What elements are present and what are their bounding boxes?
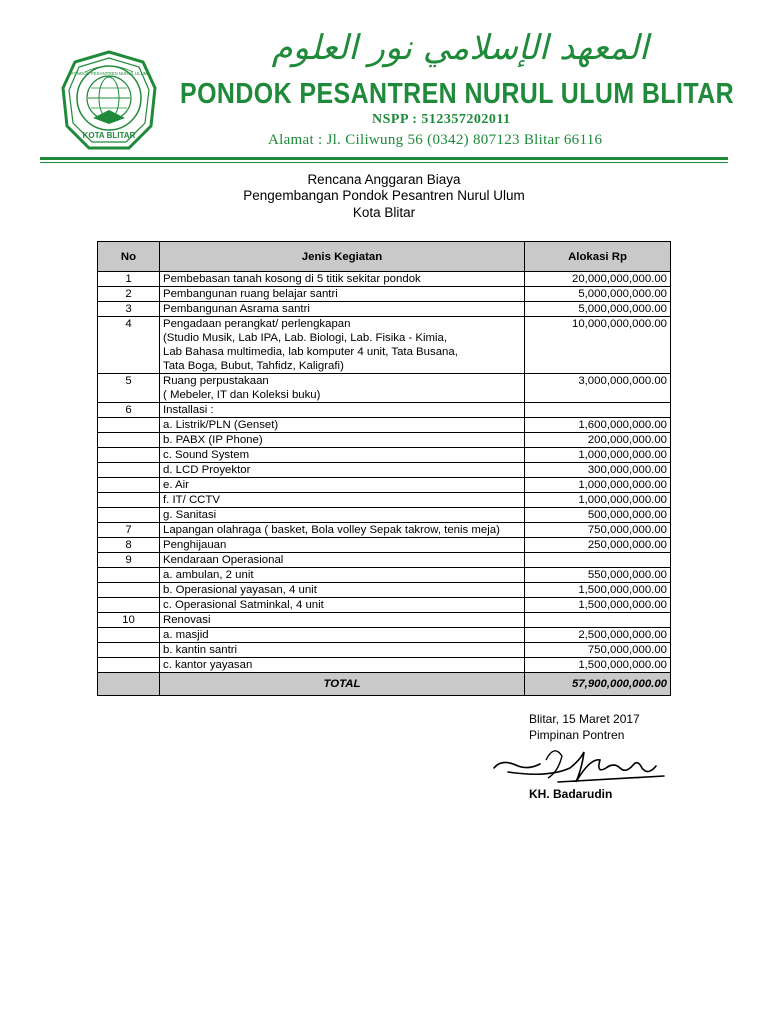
table-row xyxy=(98,583,671,598)
row-description xyxy=(160,568,525,583)
table-row xyxy=(98,493,671,508)
row-description xyxy=(160,463,525,478)
table-row xyxy=(98,418,671,433)
table-row xyxy=(98,523,671,538)
row-description-text: Lapangan olahraga ( basket, Bola volley Sepak takrow, tenis meja) xyxy=(163,524,500,536)
row-description-text: f. IT/ CCTV xyxy=(163,494,220,506)
row-number xyxy=(98,433,160,448)
row-description-text: a. ambulan, 2 unit xyxy=(163,569,254,581)
institution-address: Alamat : Jl. Ciliwung 56 (0342) 807123 Blitar 66116 xyxy=(268,132,603,148)
table-header-row xyxy=(98,242,671,272)
row-description-text: b. kantin santri xyxy=(163,644,238,656)
row-description-text: Renovasi xyxy=(163,614,211,626)
table-row xyxy=(98,553,671,568)
table-row xyxy=(98,403,671,418)
row-description-detail: (Studio Musik, Lab IPA, Lab. Biologi, Lab. Fisika - Kimia, xyxy=(163,332,448,344)
row-description-text: a. masjid xyxy=(163,629,209,641)
row-number xyxy=(98,418,160,433)
row-number xyxy=(98,658,160,673)
row-number: 8 xyxy=(98,538,160,553)
row-amount: 1,000,000,000.00 xyxy=(525,448,671,463)
row-amount xyxy=(525,403,671,418)
row-description xyxy=(160,538,525,553)
row-amount: 500,000,000.00 xyxy=(525,508,671,523)
row-amount: 2,500,000,000.00 xyxy=(525,628,671,643)
row-number xyxy=(98,628,160,643)
row-description xyxy=(160,317,525,374)
row-number xyxy=(98,493,160,508)
row-amount: 3,000,000,000.00 xyxy=(525,374,671,403)
row-number: 6 xyxy=(98,403,160,418)
budget-table xyxy=(97,241,671,696)
total-label: TOTAL xyxy=(160,673,525,696)
row-description-text: g. Sanitasi xyxy=(163,509,217,521)
row-number: 2 xyxy=(98,287,160,302)
row-description-text: a. Listrik/PLN (Genset) xyxy=(163,419,279,431)
row-description-text: b. Operasional yayasan, 4 unit xyxy=(163,584,317,596)
table-row xyxy=(98,568,671,583)
row-description xyxy=(160,287,525,302)
letterhead-rule-thin xyxy=(40,162,728,163)
row-description xyxy=(160,272,525,287)
row-number xyxy=(98,478,160,493)
table-row xyxy=(98,463,671,478)
table-row xyxy=(98,613,671,628)
institution-name: PONDOK PESANTREN NURUL ULUM BLITAR xyxy=(180,78,735,110)
table-row xyxy=(98,448,671,463)
row-amount xyxy=(525,553,671,568)
row-amount: 200,000,000.00 xyxy=(525,433,671,448)
nspp-number: NSPP : 512357202011 xyxy=(372,112,511,127)
total-amount: 57,900,000,000.00 xyxy=(525,673,671,696)
row-description xyxy=(160,302,525,317)
row-description xyxy=(160,433,525,448)
row-description xyxy=(160,374,525,403)
row-amount: 550,000,000.00 xyxy=(525,568,671,583)
row-number xyxy=(98,463,160,478)
header-allocation: Alokasi Rp xyxy=(525,242,671,272)
row-number: 1 xyxy=(98,272,160,287)
row-description-text: c. Sound System xyxy=(163,449,250,461)
row-number: 10 xyxy=(98,613,160,628)
row-description-text: c. Operasional Satminkal, 4 unit xyxy=(163,599,324,611)
row-number: 9 xyxy=(98,553,160,568)
logo-ring-text: PONDOK PESANTREN NURUL ULUM xyxy=(70,71,148,76)
row-number xyxy=(98,448,160,463)
row-description-text: Pembangunan Asrama santri xyxy=(163,303,310,315)
budget-table-body xyxy=(98,272,671,673)
row-amount: 1,000,000,000.00 xyxy=(525,493,671,508)
row-description xyxy=(160,583,525,598)
row-number xyxy=(98,598,160,613)
row-description xyxy=(160,493,525,508)
row-description xyxy=(160,403,525,418)
letterhead xyxy=(0,0,768,170)
letterhead-rule-thick xyxy=(40,157,728,160)
row-number xyxy=(98,508,160,523)
row-amount: 1,600,000,000.00 xyxy=(525,418,671,433)
row-amount: 5,000,000,000.00 xyxy=(525,287,671,302)
row-description-text: Installasi : xyxy=(163,404,214,416)
row-number: 4 xyxy=(98,317,160,374)
row-description-text: d. LCD Proyektor xyxy=(163,464,251,476)
row-description-text: Pengadaan perangkat/ perlengkapan xyxy=(163,318,351,330)
row-description-text: Penghijauan xyxy=(163,539,227,551)
row-description-text: c. kantor yayasan xyxy=(163,659,253,671)
row-number xyxy=(98,583,160,598)
document-title: Rencana Anggaran Biaya xyxy=(307,172,461,187)
row-amount: 1,000,000,000.00 xyxy=(525,478,671,493)
row-description xyxy=(160,643,525,658)
table-row xyxy=(98,478,671,493)
row-amount: 5,000,000,000.00 xyxy=(525,302,671,317)
row-amount: 20,000,000,000.00 xyxy=(525,272,671,287)
header-activity: Jenis Kegiatan xyxy=(160,242,525,272)
institution-logo xyxy=(55,48,163,156)
document-subtitle: Pengembangan Pondok Pesantren Nurul Ulum xyxy=(243,188,525,203)
logo-caption: KOTA BLITAR xyxy=(82,131,136,140)
row-description-text: b. PABX (IP Phone) xyxy=(163,434,263,446)
row-number xyxy=(98,643,160,658)
signature-role: Pimpinan Pontren xyxy=(529,728,625,742)
row-description xyxy=(160,478,525,493)
row-amount: 1,500,000,000.00 xyxy=(525,598,671,613)
header-no: No xyxy=(98,242,160,272)
row-number: 7 xyxy=(98,523,160,538)
row-description xyxy=(160,628,525,643)
row-description-text: Ruang perpustakaan xyxy=(163,375,269,387)
table-row xyxy=(98,287,671,302)
row-description-text: Kendaraan Operasional xyxy=(163,554,284,566)
row-amount: 750,000,000.00 xyxy=(525,643,671,658)
row-number: 3 xyxy=(98,302,160,317)
table-row xyxy=(98,658,671,673)
row-amount xyxy=(525,613,671,628)
row-description-text: e. Air xyxy=(163,479,189,491)
arabic-institution-name: المعهد الإسلامي نور العلوم xyxy=(271,28,649,68)
table-row xyxy=(98,628,671,643)
row-amount: 300,000,000.00 xyxy=(525,463,671,478)
row-description xyxy=(160,523,525,538)
row-description-text: Pembangunan ruang belajar santri xyxy=(163,288,338,300)
row-amount: 250,000,000.00 xyxy=(525,538,671,553)
row-amount: 750,000,000.00 xyxy=(525,523,671,538)
table-row xyxy=(98,433,671,448)
row-number: 5 xyxy=(98,374,160,403)
signatory-name: KH. Badarudin xyxy=(529,787,613,801)
table-row xyxy=(98,643,671,658)
table-row xyxy=(98,272,671,287)
row-description xyxy=(160,613,525,628)
row-description-detail: Lab Bahasa multimedia, lab komputer 4 unit, Tata Busana, xyxy=(163,346,458,358)
table-row xyxy=(98,317,671,374)
row-amount: 10,000,000,000.00 xyxy=(525,317,671,374)
table-row xyxy=(98,508,671,523)
table-row xyxy=(98,302,671,317)
row-description xyxy=(160,553,525,568)
row-description xyxy=(160,598,525,613)
row-description xyxy=(160,448,525,463)
row-description-detail: ( Mebeler, IT dan Koleksi buku) xyxy=(163,389,321,401)
row-description xyxy=(160,418,525,433)
document-location: Kota Blitar xyxy=(352,205,416,220)
row-description xyxy=(160,508,525,523)
row-amount: 1,500,000,000.00 xyxy=(525,658,671,673)
total-row xyxy=(98,673,671,696)
row-number xyxy=(98,568,160,583)
table-row xyxy=(98,374,671,403)
signature-place-date: Blitar, 15 Maret 2017 xyxy=(529,712,640,726)
row-description-detail: Tata Boga, Bubut, Tahfidz, Kaligrafi) xyxy=(163,360,344,372)
table-row xyxy=(98,598,671,613)
table-row xyxy=(98,538,671,553)
row-amount: 1,500,000,000.00 xyxy=(525,583,671,598)
row-description xyxy=(160,658,525,673)
row-description-text: Pembebasan tanah kosong di 5 titik sekitar pondok xyxy=(163,273,421,285)
